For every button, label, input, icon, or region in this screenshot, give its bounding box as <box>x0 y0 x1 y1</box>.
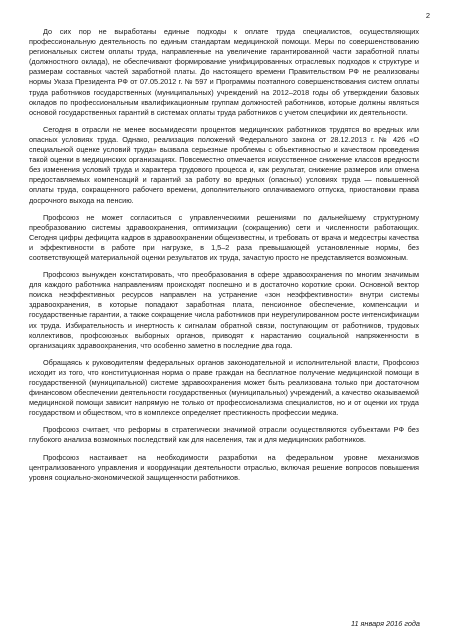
paragraph-restructuring: Профсоюз не может согласиться с управленческими решениями по дальнейшему структурному преобразованию системы здравоохранения, оптимизации (сокращению) сети и численности работающих. Сегодня цифры дефицита кадров в здравоохранении общеизвестны, и требовать от врача и медсестры качества и эффективности в работе при нагрузке, в 1,5–2 раза превышающей установленные нормы, без соответствующей материальной оценки результатов их труда, зачастую просто не представляется возможным. <box>29 212 419 262</box>
paragraph-federal-coordination: Профсоюз настаивает на необходимости разработки на федеральном уровне механизмов централизованного управления и координации деятельности отраслью, включая решение вопросов повышения уровня социально-экономической защищенности работников. <box>29 452 419 482</box>
paragraph-regional-reforms: Профсоюз считает, что реформы в стратегически значимой отрасли осуществляются субъектами РФ без глубокого анализа возможных последствий как для населения, так и для медицинских работников. <box>29 425 419 445</box>
page-number: 2 <box>425 11 430 20</box>
document-date: 11 января 2016 года <box>350 619 420 628</box>
paragraph-working-conditions: Сегодня в отрасли не менее восьмидесяти процентов медицинских работников трудятся во вредных или опасных условиях труда. Однако, реализация положений Федерального закона от 28.12.2013 г. № 426 «О специальной оценке условий труда» вызвала серьезные проблемы с объективностью и качеством проведения такой оценки в медицинских организациях. Повсеместно отмечается искусственное снижение классов вредности без изменения условий труда и характера трудового процесса и, как результат, снижение размеров или отмена предоставляемых компенсаций и гарантий за работу во вредных (опасных) условиях труда — повышенной оплаты труда, сокращенного рабочего времени, дополнительного оплачиваемого отпуска, приостановки права досрочного выхода на пенсию. <box>29 124 419 205</box>
paragraph-wages: До сих пор не выработаны единые подходы к оплате труда специалистов, осуществляющих профессиональную деятельность по единым стандартам медицинской помощи. Меры по совершенствованию региональных систем оплаты труда, направленные на увеличение гарантированной части заработной платы (должностного оклада), не обеспечивают формирование унифицированных отраслевых подходов к структуре и размерам составных частей заработной платы. До настоящего времени Правительством РФ не реализованы нормы Указа Президента РФ от 07.05.2012 г. № 597 и Программы поэтапного совершенствования систем оплаты труда работников государственных (муниципальных) учреждений на 2012–2018 годы об утверждении базовых окладов по профессиональным квалификационным группам должностей работников, которые должны являться основой государственных гарантий в системах оплаты труда работников с учетом специфики их деятельности. <box>29 27 419 117</box>
paragraph-reforms-pace: Профсоюз вынужден констатировать, что преобразования в сфере здравоохранения по многим значимым для каждого работника направлениям происходят поспешно и в достаточно короткие сроки. Основной вектор поиска неэффективных ресурсов направлен на устранение «зон неэффективности» внутри системы здравоохранения, в которые попадают заработная плата, пенсионное обеспечение, компенсации и государственные гарантии, а также сокращение числа работников при неурегулированном росте интенсификации их труда. Избирательность и инертность к сигналам обратной связи, поступающим от работников, трудовых коллективов, профсоюзных выборных органов, приводят к нарастанию социальной напряженности в организациях здравоохранения, что особенно заметно в последние два года. <box>29 270 419 350</box>
paragraph-authorities-appeal: Обращаясь к руководителям федеральных органов законодательной и исполнительной власти, Профсоюз исходит из того, что конституционная норма о праве граждан на бесплатное получение медицинской помощи в государственной (муниципальной) системе здравоохранения может быть реализована только при достаточном финансовом обеспечении деятельности государственных (муниципальных) учреждений, а качество оказываемой медицинской помощи зависит напрямую не только от профессионализма специалистов, но и от оценки их труда государством и обществом, что в комплексе определяет престижность профессии медика. <box>29 357 419 418</box>
document-body <box>29 27 419 490</box>
